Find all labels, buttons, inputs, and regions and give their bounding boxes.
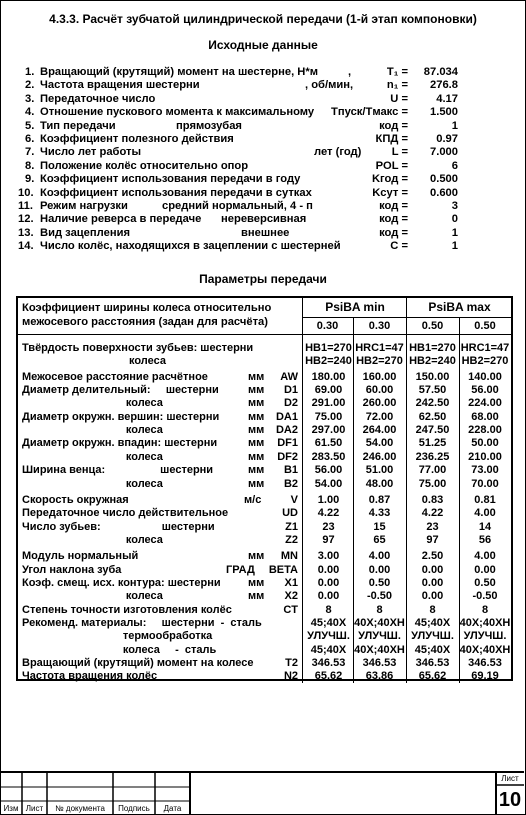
row-label: Отношение пускового момента к максимальному [40, 106, 315, 119]
row-value: HB2=240 [409, 355, 456, 368]
row-symbol: код = [379, 226, 408, 239]
row-qualifier: внешнее [241, 226, 290, 239]
group-psiba-min: PsiBA min [325, 300, 385, 314]
row-value: 150.00 [415, 370, 450, 383]
row-unit: мм [248, 450, 265, 463]
row-label: Число лет работы [40, 146, 142, 159]
table-row [22, 521, 511, 533]
row-symbol: U = [390, 92, 408, 105]
row-value: 3 [451, 199, 458, 212]
row-number: 9. [25, 173, 35, 186]
row-symbol: C = [390, 240, 408, 253]
row-value: 4.00 [474, 550, 496, 563]
table-row [22, 478, 511, 490]
row-unit: мм [248, 576, 265, 589]
row-symbol: код = [379, 213, 408, 226]
row-value: 40X;40XH [354, 617, 405, 629]
row-symbol: X2 [284, 590, 298, 603]
row-value: 4.00 [368, 550, 391, 563]
row-unit: мм [248, 437, 265, 450]
row-value: 8 [376, 603, 383, 616]
row-label: Межосевое расстояние расчётное [22, 370, 208, 383]
row-value: 40X;40XH [459, 643, 511, 656]
row-symbol: MN [280, 550, 298, 563]
row-label: термообработка [22, 630, 213, 643]
row-value: 4.22 [421, 507, 444, 520]
row-value: 8 [481, 603, 489, 616]
row-value: 56 [478, 533, 492, 546]
group-psiba-max: PsiBA max [428, 300, 491, 314]
initial-data-row [18, 133, 458, 146]
row-label: Вид зацепления [40, 226, 131, 239]
row-value: 276.8 [430, 79, 458, 92]
row-value: 346.53 [468, 657, 502, 670]
row-value: 1.500 [430, 106, 458, 119]
row-label: Степень точности изготовления колёс [22, 603, 232, 616]
row-label: Скорость окружная [22, 493, 129, 506]
row-value: 77.00 [418, 464, 447, 477]
row-number: 13. [18, 226, 34, 239]
initial-data-heading: Исходные данные [208, 38, 318, 52]
row-value: 45;40X [310, 617, 347, 629]
row-label: Ширина венца: шестерни [22, 464, 214, 477]
row-value: HB1=270 [409, 342, 456, 354]
row-label: Коэффициент использования передачи в году [40, 173, 301, 186]
row-value: HB2=270 [356, 355, 403, 368]
row-label: Число колёс, находящихся в зацеплении с шестерней [40, 240, 341, 253]
row-label: Диаметр делительный: шестерни [22, 384, 219, 397]
row-value: HB2=240 [305, 355, 352, 368]
row-value: 283.50 [311, 450, 346, 463]
row-symbol: DA2 [275, 424, 298, 437]
row-value: 4.22 [317, 507, 340, 520]
row-value: 45;40X [414, 617, 451, 629]
row-label: колеса [22, 590, 163, 603]
row-value: 15 [373, 520, 386, 533]
row-symbol: BETA [268, 563, 298, 576]
row-label: колеса [22, 424, 163, 437]
row-value: 72.00 [365, 410, 394, 423]
row-label: Тип передачи [40, 119, 116, 132]
row-value: 0.00 [421, 590, 444, 603]
row-label: Коэф. смещ. исх. контура: шестерни [22, 576, 221, 589]
row-value: 0.00 [421, 563, 444, 576]
row-qualifier: средний нормальный, 4 - п [162, 199, 313, 212]
parameters-table [16, 296, 513, 681]
row-value: 0.00 [317, 576, 340, 589]
row-number: 14. [18, 240, 34, 253]
section-title: 4.3.3. Расчёт зубчатой цилиндрической передачи (1-й этап компоновки) [49, 12, 477, 26]
row-value: 61.50 [314, 437, 343, 450]
row-value: 54.00 [365, 437, 394, 450]
table-row [22, 355, 511, 367]
psi-value: 0.30 [368, 320, 391, 332]
row-symbol: POL = [375, 159, 408, 172]
row-symbol: DF1 [277, 437, 298, 450]
row-value: 3.00 [317, 550, 340, 563]
params-heading: Параметры передачи [199, 272, 327, 286]
table-row [22, 451, 511, 463]
title-block [0, 771, 524, 815]
row-value: 54.00 [314, 477, 343, 490]
table-row [22, 371, 511, 383]
row-value: 0.00 [317, 590, 340, 603]
row-unit: мм [248, 550, 265, 563]
row-unit: мм [248, 384, 265, 397]
row-value: 75.00 [314, 410, 343, 423]
row-value: HB1=270 [305, 342, 352, 354]
row-label: колеса [22, 477, 163, 490]
row-symbol: L = [391, 146, 408, 159]
table-row [22, 342, 511, 354]
row-value: 51.25 [418, 437, 447, 450]
initial-data-row [18, 173, 458, 186]
row-symbol: Kгод = [371, 173, 408, 186]
row-symbol: T2 [285, 657, 298, 670]
row-value: 0.00 [421, 576, 444, 589]
row-value: 0.50 [368, 576, 391, 589]
row-value: 70.00 [471, 477, 499, 490]
stamp-label-document: № документа [55, 804, 105, 813]
row-number: 5. [25, 119, 35, 132]
row-label: Диаметр окружн. вершин: шестерни [22, 410, 220, 423]
row-unit: мм [248, 590, 265, 603]
table-row [22, 550, 511, 562]
initial-data-row [18, 146, 458, 159]
row-value: 73.00 [471, 464, 499, 477]
row-value: 57.50 [418, 384, 447, 397]
row-label: колеса [22, 397, 163, 410]
row-number: 4. [25, 106, 35, 119]
row-symbol: B2 [283, 477, 298, 490]
table-divider [302, 317, 511, 318]
row-value: -0.50 [472, 590, 498, 603]
row-label: Число зубьев: шестерни [22, 520, 215, 533]
table-row [22, 534, 511, 546]
row-value: 60.00 [365, 384, 394, 397]
table-row [22, 604, 511, 616]
row-value: 1 [451, 240, 458, 253]
psi-value: 0.30 [316, 320, 339, 332]
initial-data-row [18, 213, 458, 226]
row-symbol: Z2 [285, 533, 298, 546]
row-qualifier: лет (год) [314, 146, 362, 159]
row-value: 0.50 [474, 576, 496, 589]
row-label: Вращающий (крутящий) момент на шестерне, Н*м [40, 66, 318, 78]
row-unit: ГРАД [226, 563, 255, 576]
sheet-number: 10 [498, 789, 522, 811]
row-value: HRC1=47 [355, 342, 404, 354]
row-value: 0.00 [368, 563, 391, 576]
row-value: 0.87 [368, 493, 391, 506]
row-value: 40X;40XH [459, 617, 511, 629]
initial-data-row [18, 240, 458, 253]
table-row [22, 494, 511, 506]
initial-data-row [18, 187, 458, 200]
table-row [22, 670, 511, 682]
psi-value: 0.50 [474, 320, 496, 332]
row-value: 0.00 [317, 563, 340, 576]
table-row [22, 424, 511, 436]
row-value: 291.00 [311, 397, 346, 410]
stamp-label-izm: Изм [3, 804, 19, 813]
row-label: колеса [22, 533, 163, 546]
row-symbol: UD [282, 507, 298, 520]
row-value: 75.00 [418, 477, 447, 490]
row-label: Передаточное число действительное [22, 507, 229, 520]
initial-data-row [18, 227, 458, 240]
row-label: колеса [22, 355, 166, 368]
initial-data-row [18, 200, 458, 213]
row-value: 0 [451, 213, 458, 226]
row-symbol: КПД = [375, 132, 408, 145]
row-unit: м/с [244, 493, 262, 506]
row-number: 2. [25, 79, 35, 92]
initial-data-row [18, 160, 458, 173]
stamp-label-list: Лист [25, 804, 44, 813]
row-value: 0.600 [430, 186, 458, 199]
table-row [22, 384, 511, 396]
row-value: 346.53 [311, 657, 346, 670]
row-symbol: Kсут = [372, 186, 408, 199]
row-value: 0.81 [474, 493, 496, 506]
row-symbol: код = [379, 119, 408, 132]
row-value: 65.62 [314, 670, 343, 683]
row-value: 1 [451, 226, 458, 239]
row-label: Коэффициент использования передачи в сутках [40, 186, 312, 199]
row-number: 6. [25, 132, 35, 145]
row-symbol: Tпуск/Tмакс = [331, 106, 408, 119]
table-row [22, 397, 511, 409]
row-value: 56.00 [314, 464, 343, 477]
row-value: 2.50 [421, 550, 444, 563]
row-label: колеса - сталь [22, 643, 217, 656]
row-unit: мм [248, 477, 265, 490]
row-value: 4.33 [368, 507, 391, 520]
row-value: 224.00 [468, 397, 502, 410]
row-value: 6 [451, 159, 458, 172]
row-value: 48.00 [365, 477, 394, 490]
row-symbol: n₁ = [386, 79, 408, 92]
row-label: Рекоменд. материалы: шестерни - сталь [22, 617, 262, 629]
row-label: Частота вращения колёс [22, 670, 158, 683]
row-number: 3. [25, 92, 35, 105]
row-value: HB2=270 [461, 355, 509, 368]
table-row [22, 464, 511, 476]
row-value: 0.97 [436, 132, 458, 145]
row-number: 1. [25, 66, 35, 78]
row-label: Положение колёс относительно опор [40, 159, 249, 172]
row-value: 56.00 [471, 384, 499, 397]
initial-data-row [18, 79, 458, 92]
row-value: 0.00 [474, 563, 496, 576]
row-unit: мм [248, 424, 265, 437]
row-label: Частота вращения шестерни [40, 79, 200, 92]
row-label: Твёрдость поверхности зубьев: шестерни [22, 342, 254, 354]
row-value: 87.034 [423, 66, 458, 78]
row-label: Модуль нормальный [22, 550, 139, 563]
row-label: Режим нагрузки [40, 199, 128, 212]
row-label: Диаметр окружн. впадин: шестерни [22, 437, 218, 450]
row-label: колеса [22, 450, 163, 463]
row-value: 228.00 [468, 424, 502, 437]
row-value: 1 [451, 119, 458, 132]
sheet-label: Лист [501, 774, 519, 783]
row-label: Коэффициент полезного действия [40, 132, 234, 145]
table-row [22, 564, 511, 576]
row-value: 7.000 [430, 146, 458, 159]
row-value: 14 [478, 520, 492, 533]
row-value: 69.00 [314, 384, 343, 397]
row-value: 0.500 [430, 173, 458, 186]
table-header-label-2: межосевого расстояния (задан для расчёта) [22, 316, 268, 328]
row-value: 69.19 [471, 670, 499, 683]
initial-data-list [18, 66, 458, 253]
table-row [22, 507, 511, 519]
row-value: 236.25 [415, 450, 450, 463]
row-symbol: N2 [283, 670, 298, 683]
table-row [22, 630, 511, 642]
row-number: 11. [18, 199, 33, 212]
row-unit: мм [248, 410, 265, 423]
row-symbol: DF2 [277, 450, 298, 463]
row-value: 8 [325, 603, 332, 616]
table-row [22, 644, 511, 656]
row-symbol: D2 [283, 397, 298, 410]
row-symbol: T₁ = [386, 66, 408, 78]
row-value: УЛУЧШ. [358, 630, 401, 643]
row-value: 51.00 [365, 464, 394, 477]
initial-data-row [18, 106, 458, 119]
row-value: 65 [373, 533, 386, 546]
row-value: 140.00 [468, 370, 502, 383]
row-value: 62.50 [418, 410, 447, 423]
row-unit: мм [248, 397, 265, 410]
row-value: УЛУЧШ. [411, 630, 454, 643]
row-value: 8 [429, 603, 436, 616]
row-label: Передаточное число [40, 92, 156, 105]
row-value: 4.00 [474, 507, 496, 520]
row-unit: мм [248, 370, 265, 383]
row-value: 40X;40XH [354, 643, 405, 656]
table-divider [18, 334, 511, 335]
table-row [22, 617, 511, 629]
row-value: 346.53 [362, 657, 397, 670]
row-value: 210.00 [468, 450, 502, 463]
row-qualifier: , [348, 66, 352, 78]
row-number: 8. [25, 159, 35, 172]
row-number: 10. [18, 186, 34, 199]
row-symbol: B1 [283, 464, 298, 477]
row-value: 23 [426, 520, 439, 533]
initial-data-row [18, 120, 458, 133]
row-symbol: DA1 [275, 410, 298, 423]
table-row [22, 577, 511, 589]
row-value: 0.83 [421, 493, 444, 506]
row-unit: мм [248, 464, 265, 477]
row-value: 63.86 [365, 670, 394, 683]
row-value: HRC1=47 [460, 342, 510, 354]
row-qualifier: нереверсивная [221, 213, 307, 226]
table-row [22, 437, 511, 449]
initial-data-row [18, 93, 458, 106]
row-value: 97 [322, 533, 335, 546]
table-row [22, 590, 511, 602]
row-value: 65.62 [418, 670, 447, 683]
stamp-label-date: Дата [163, 804, 182, 813]
row-value: 4.17 [436, 92, 458, 105]
row-symbol: код = [379, 199, 408, 212]
row-number: 12. [18, 213, 34, 226]
row-value: 45;40X [310, 643, 347, 656]
row-value: 180.00 [311, 370, 346, 383]
row-value: 50.00 [471, 437, 499, 450]
psi-value: 0.50 [421, 320, 444, 332]
row-value: 264.00 [362, 424, 397, 437]
row-value: 297.00 [311, 424, 346, 437]
row-value: УЛУЧШ. [307, 630, 350, 643]
row-value: 246.00 [362, 450, 397, 463]
row-label: Вращающий (крутящий) момент на колесе [22, 657, 254, 670]
table-row [22, 657, 511, 669]
row-value: 260.00 [362, 397, 397, 410]
row-symbol: V [290, 493, 298, 506]
row-value: 242.50 [415, 397, 450, 410]
row-value: УЛУЧШ. [463, 630, 507, 643]
row-value: 247.50 [415, 424, 450, 437]
row-number: 7. [25, 146, 35, 159]
row-value: 97 [426, 533, 439, 546]
row-qualifier: прямозубая [176, 119, 242, 132]
row-value: 346.53 [415, 657, 450, 670]
row-label: Наличие реверса в передаче [40, 213, 202, 226]
row-symbol: Z1 [285, 520, 298, 533]
row-symbol: X1 [284, 576, 298, 589]
row-value: 23 [322, 520, 335, 533]
row-value: 1.00 [317, 493, 340, 506]
row-value: 68.00 [471, 410, 499, 423]
row-value: 160.00 [362, 370, 397, 383]
initial-data-row [18, 66, 458, 79]
row-value: 45;40X [414, 643, 451, 656]
row-value: -0.50 [366, 590, 393, 603]
table-header-label-1: Коэффициент ширины колеса относительно [22, 302, 272, 314]
row-qualifier: , об/мин, [305, 79, 354, 92]
table-row [22, 411, 511, 423]
row-symbol: D1 [283, 384, 298, 397]
row-symbol: AW [280, 370, 298, 383]
row-symbol: CT [283, 603, 298, 616]
stamp-label-signature: Подпись [118, 804, 150, 813]
row-label: Угол наклона зуба [22, 563, 122, 576]
